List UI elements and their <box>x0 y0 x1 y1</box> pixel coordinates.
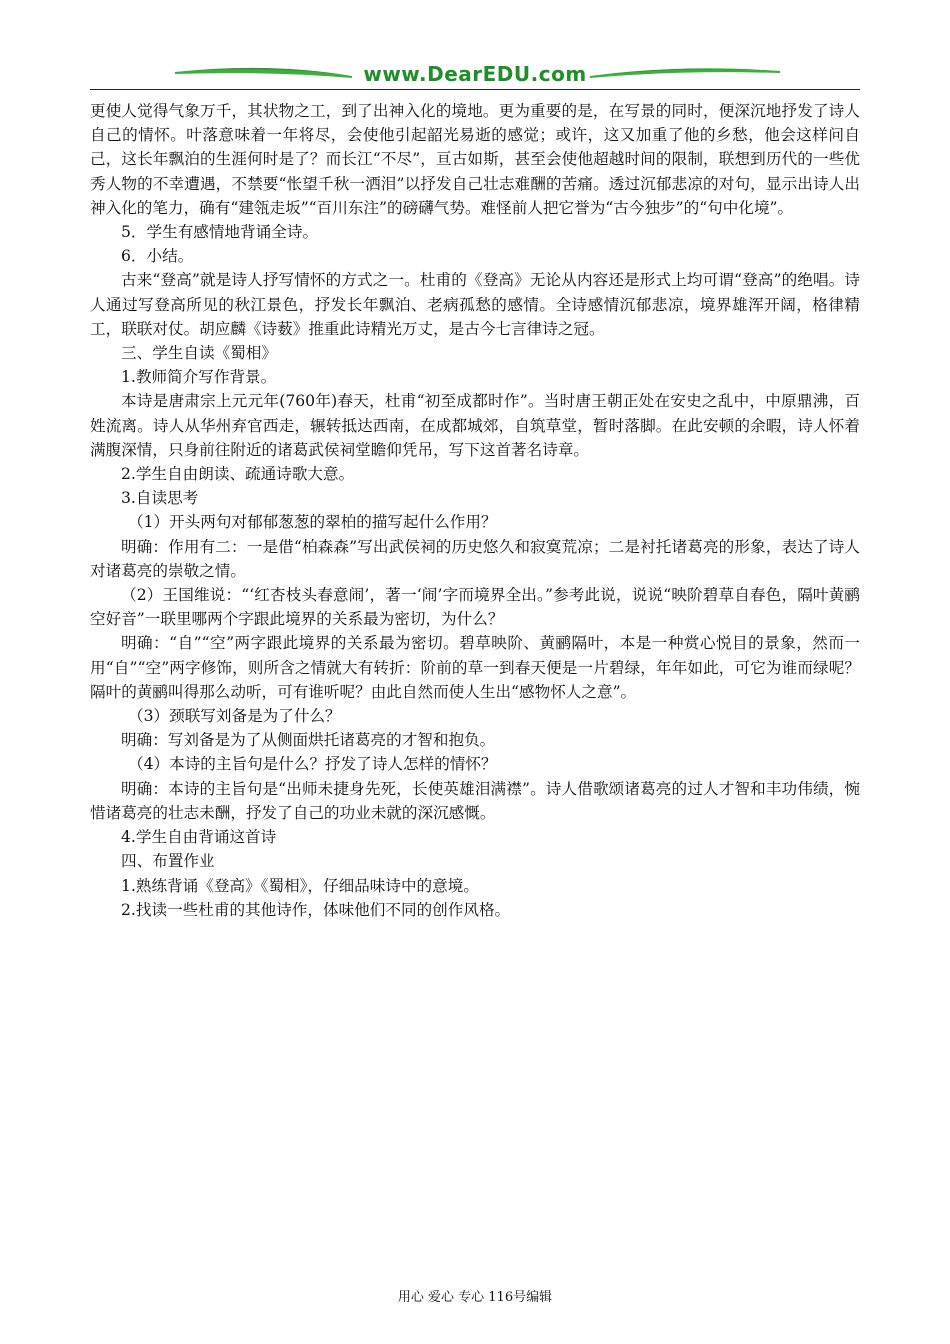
paragraph-step-6: 6．小结。 <box>121 247 194 266</box>
paragraph-step-5: 5．学生有感情地背诵全诗。 <box>121 223 319 242</box>
site-header-logo <box>90 58 860 92</box>
document-body <box>90 99 860 922</box>
section-heading-shuxiang: 三、学生自读《蜀相》 <box>121 344 277 363</box>
paragraph-background: 本诗是唐肃宗上元元年(760年)春天，杜甫“初至成都时作”。当时唐王朝正处在安史之乱中，中原鼎沸，百姓流离。诗人从华州弃官西走，辗转抵达西南，在成都城郊，自筑草堂，暂时落脚。在此安顿的余暇，诗人怀着满腹深情，只身前往附近的诸葛武侯祠堂瞻仰凭吊，写下这首著名诗章。 <box>90 392 860 459</box>
homework-item-2: 2.找读一些杜甫的其他诗作，体味他们不同的创作风格。 <box>121 900 511 919</box>
answer-3: 明确：写刘备是为了从侧面烘托诸葛亮的才智和抱负。 <box>121 731 496 750</box>
question-4: （4）本诗的主旨句是什么？抒发了诗人怎样的情怀？ <box>128 755 497 774</box>
section-heading-homework: 四、布置作业 <box>121 852 215 871</box>
page-footer: 用心 爱心 专心 116号编辑 <box>397 1290 553 1305</box>
question-1: （1）开头两句对郁郁葱葱的翠柏的描写起什么作用？ <box>128 513 497 532</box>
question-2: （2）王国维说：“‘红杏枝头春意闹’，著一‘闹’字而境界全出。”参考此说，说说“映阶碧草自春色，隔叶黄鹂空好音”一联里哪两个字跟此境界的关系最为密切，为什么？ <box>90 586 860 629</box>
answer-1: 明确：作用有二：一是借“柏森森”写出武侯祠的历史悠久和寂寞荒凉；二是衬托诸葛亮的形象，表达了诗人对诸葛亮的崇敬之情。 <box>90 537 860 580</box>
paragraph-analysis: 更使人觉得气象万千，其状物之工，到了出神入化的境地。更为重要的是，在写景的同时，便深沉地抒发了诗人自己的情怀。叶落意味着一年将尽，会使他引起韶光易逝的感觉；或许，这又加重了他的乡愁，他会这样问自己，这长年飘泊的生涯何时是了？而长江“不尽”，亘古如斯，甚至会使他超越时间的限制，联想到历代的一些优秀人物的不幸遭遇，不禁要“怅望千秋一洒泪”以抒发自己壮志难酬的苦痛。透过沉郁悲凉的对句，显示出诗人出神入化的笔力，确有“建瓴走坂”“百川东注”的磅礴气势。难怪前人把它誉为“古今独步”的“句中化境”。 <box>90 102 860 217</box>
answer-2: 明确：“自”“空”两字跟此境界的关系最为密切。碧草映阶、黄鹂隔叶，本是一种赏心悦目的景象，然而一用“自”“空”两字修饰，则所含之情就大有转折：阶前的草一到春天便是一片碧绿，年年如此，可它为谁而绿呢？隔叶的黄鹂叫得那么动听，可有谁听呢？由此自然而使人生出“感物怀人之意”。 <box>90 634 860 701</box>
site-logo-text: www.DearEDU.com <box>363 62 587 86</box>
header-rule <box>90 89 860 90</box>
paragraph-item-3: 3.自读思考 <box>121 489 199 508</box>
paragraph-item-2: 2.学生自由朗读、疏通诗歌大意。 <box>121 465 355 484</box>
paragraph-summary: 古来“登高”就是诗人抒写情怀的方式之一。杜甫的《登高》无论从内容还是形式上均可谓“登高”的绝唱。诗人通过写登高所见的秋江景色，抒发长年飘泊、老病孤愁的感情。全诗感情沉郁悲凉，境界雄浑开阔，格律精工，联联对仗。胡应麟《诗薮》推重此诗精光万丈，是古今七言律诗之冠。 <box>90 271 860 338</box>
paragraph-item-1: 1.教师简介写作背景。 <box>121 368 277 387</box>
answer-4: 明确：本诗的主旨句是“出师未捷身先死，长使英雄泪满襟”。诗人借歌颂诸葛亮的过人才智和丰功伟绩，惋惜诸葛亮的壮志未酬，抒发了自己的功业未就的深沉感慨。 <box>90 779 860 822</box>
homework-item-1: 1.熟练背诵《登高》《蜀相》，仔细品味诗中的意境。 <box>121 876 479 895</box>
paragraph-item-4: 4.学生自由背诵这首诗 <box>121 828 277 847</box>
question-3: （3）颈联写刘备是为了什么？ <box>128 707 341 726</box>
